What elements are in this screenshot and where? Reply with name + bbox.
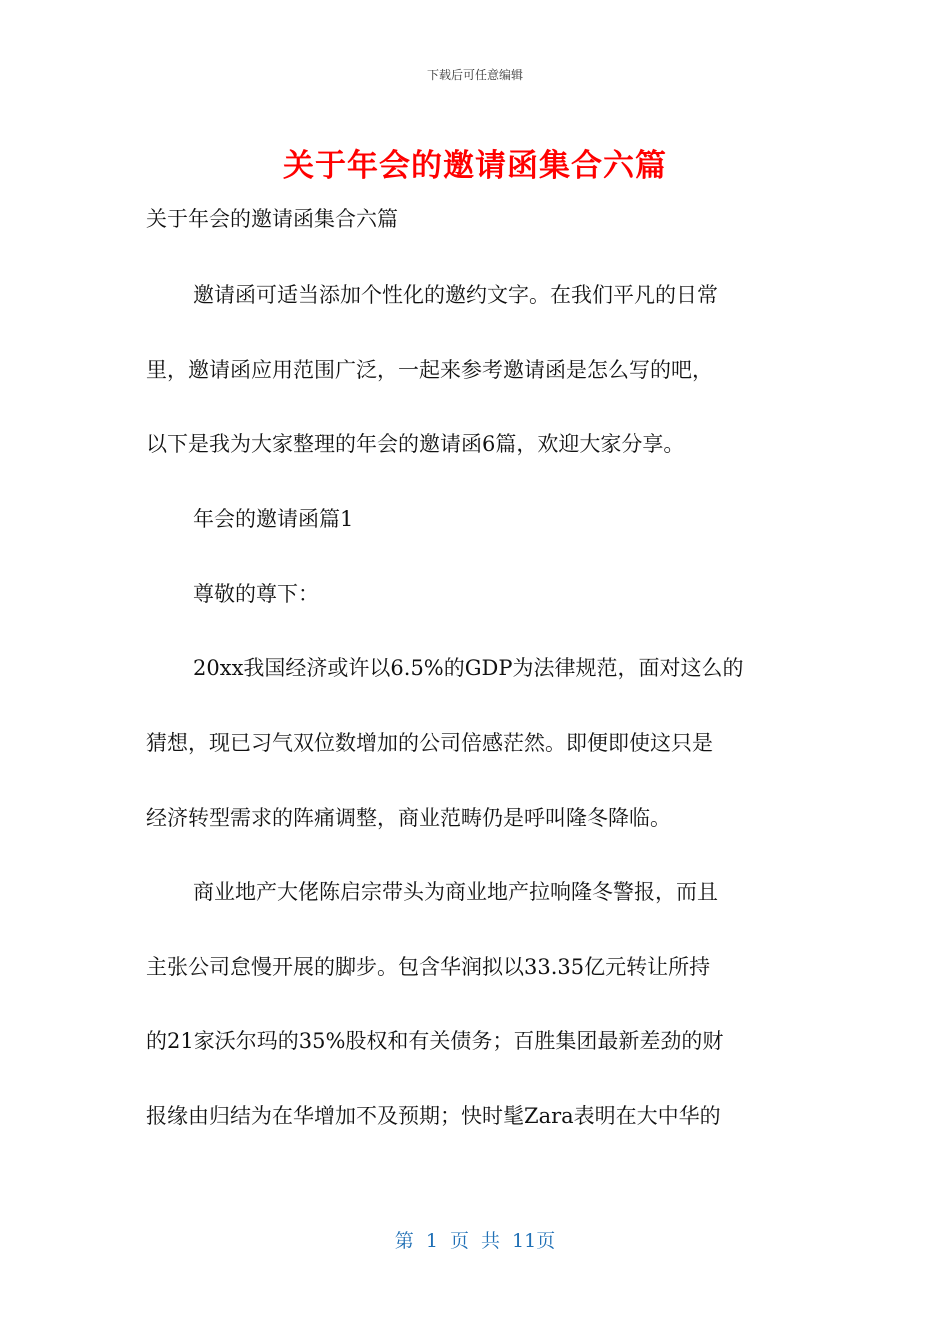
paragraph-line: 以下是我为大家整理的年会的邀请函6篇，欢迎大家分享。 (146, 432, 685, 456)
paragraph-line: 商业地产大佬陈启宗带头为商业地产拉响隆冬警报，而且 (193, 880, 718, 904)
paragraph-line: 邀请函可适当添加个性化的邀约文字。在我们平凡的日常 (193, 283, 718, 307)
document-title: 关于年会的邀请函集合六篇 (283, 148, 667, 184)
paragraph-line: 20xx我国经济或许以6.5%的GDP为法律规范，面对这么的 (193, 656, 744, 680)
paragraph-line: 的21家沃尔玛的35%股权和有关债务；百胜集团最新差劲的财 (146, 1029, 724, 1053)
paragraph-line: 报缘由归结为在华增加不及预期；快时髦Zara表明在大中华的 (146, 1104, 721, 1128)
header-note: 下载后可任意编辑 (426, 68, 523, 82)
page-footer: 第 1 页 共 11页 (394, 1230, 556, 1252)
paragraph-line: 经济转型需求的阵痛调整，商业范畴仍是呼叫隆冬降临。 (146, 806, 671, 830)
paragraph-line: 里，邀请函应用范围广泛，一起来参考邀请函是怎么写的吧， (146, 358, 713, 382)
subtitle-line: 关于年会的邀请函集合六篇 (146, 207, 398, 231)
section-heading: 年会的邀请函篇1 (193, 507, 354, 531)
salutation-line: 尊敬的尊下： (193, 582, 319, 606)
paragraph-line: 猜想，现已习气双位数增加的公司倍感茫然。即便即使这只是 (146, 731, 713, 755)
paragraph-line: 主张公司怠慢开展的脚步。包含华润拟以33.35亿元转让所持 (146, 955, 711, 979)
